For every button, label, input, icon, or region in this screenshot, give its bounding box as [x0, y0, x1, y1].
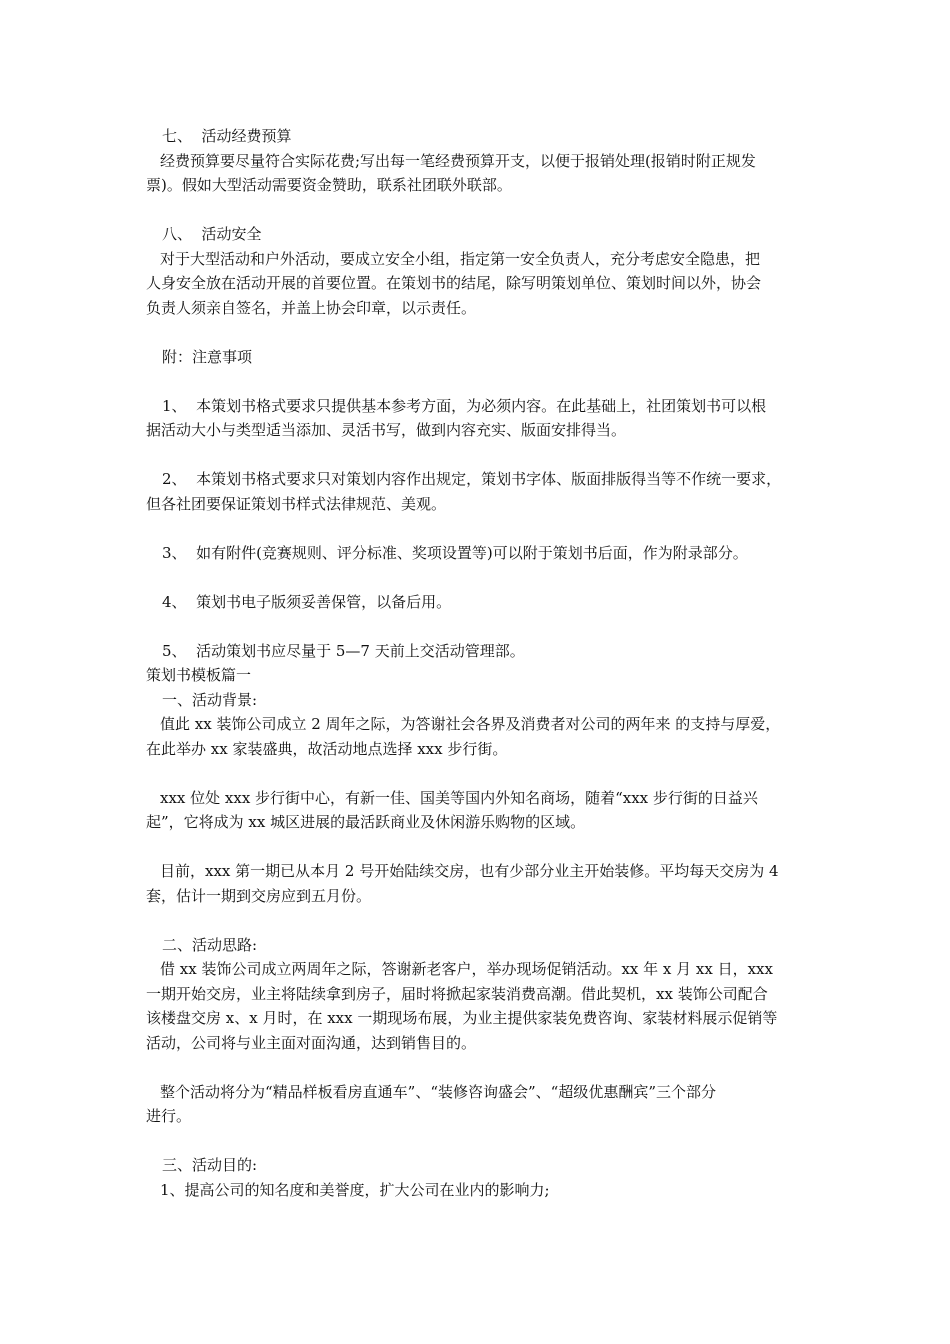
- paragraph-line: 该楼盘交房 x、x 月时，在 xxx 一期现场布展，为业主提供家装免费咨询、家装材料展示促销等: [146, 1009, 778, 1027]
- note-item-4: 4、 策划书电子版须妥善保管，以备后用。: [162, 592, 452, 611]
- paragraph-line: 借 xx 装饰公司成立两周年之际，答谢新老客户，举办现场促销活动。xx 年 x 月 xx 日，xxx: [160, 960, 773, 978]
- section-heading-ideas: 二、活动思路:: [162, 935, 258, 954]
- paragraph-line: xxx 位处 xxx 步行街中心，有新一佳、国美等国内外知名商场，随着“xxx 步行街的日益兴: [160, 788, 758, 807]
- section-heading-budget: 七、 活动经费预算: [162, 127, 292, 145]
- note-item-2: 2、 本策划书格式要求只对策划内容作出规定，策划书字体、版面排版得当等不作统一要求，: [162, 470, 782, 488]
- paragraph-line: 对于大型活动和户外活动，要成立安全小组，指定第一安全负责人，充分考虑安全隐患，把: [160, 249, 761, 268]
- note-item-2-cont: 但各社团要保证策划书样式法律规范、美观。: [146, 494, 447, 513]
- paragraph-line: 人身安全放在活动开展的首要位置。在策划书的结尾，除写明策划单位、策划时间以外，协会: [146, 274, 762, 292]
- paragraph-line: 起”，它将成为 xx 城区进展的最活跃商业及休闲游乐购物的区域。: [146, 813, 586, 831]
- note-item-1-cont: 据活动大小与类型适当添加、灵活书写，做到内容充实、版面安排得当。: [146, 421, 627, 439]
- paragraph-line: 在此举办 xx 家装盛典，故活动地点选择 xxx 步行街。: [146, 739, 508, 758]
- section-heading-safety: 八、 活动安全: [162, 225, 262, 243]
- paragraph-line: 整个活动将分为“精品样板看房直通车”、“装修咨询盛会”、“超级优惠酬宾”三个部分: [160, 1082, 717, 1101]
- paragraph-line: 套，估计一期到交房应到五月份。: [146, 886, 372, 905]
- paragraph-line: 值此 xx 装饰公司成立 2 周年之际，为答谢社会各界及消费者对公司的两年来 的支持与厚爱，: [160, 715, 781, 733]
- note-item-5: 5、 活动策划书应尽量于 5—7 天前上交活动管理部。: [162, 641, 525, 660]
- section-heading-notes: 附：注意事项: [162, 347, 253, 366]
- paragraph-line: 一期开始交房，业主将陆续拿到房子，届时将掀起家装消费高潮。借此契机，xx 装饰公司配合: [146, 984, 768, 1003]
- paragraph-line: 目前，xxx 第一期已从本月 2 号开始陆续交房，也有少部分业主开始装修。平均每天交房为 4: [160, 862, 779, 880]
- paragraph-line: 活动，公司将与业主面对面沟通，达到销售目的。: [146, 1033, 477, 1052]
- section-heading-goals: 三、活动目的:: [162, 1156, 258, 1174]
- note-item-1: 1、 本策划书格式要求只提供基本参考方面，为必须内容。在此基础上，社团策划书可以根: [162, 396, 767, 415]
- note-item-3: 3、 如有附件(竞赛规则、评分标准、奖项设置等)可以附于策划书后面，作为附录部分。: [162, 543, 748, 562]
- paragraph-line: 进行。: [146, 1107, 192, 1125]
- paragraph-line: 票)。假如大型活动需要资金赞助，联系社团联外联部。: [146, 176, 512, 194]
- document-page: [146, 124, 806, 1202]
- paragraph-line: 负责人须亲自签名，并盖上协会印章，以示责任。: [146, 298, 477, 317]
- paragraph-line: 1、提高公司的知名度和美誉度，扩大公司在业内的影响力;: [160, 1180, 550, 1199]
- paragraph-line: 经费预算要尽量符合实际花费;写出每一笔经费预算开支，以便于报销处理(报销时附正规发: [160, 151, 756, 170]
- template-title: 策划书模板篇一: [146, 666, 252, 684]
- section-heading-background: 一、活动背景:: [162, 690, 258, 709]
